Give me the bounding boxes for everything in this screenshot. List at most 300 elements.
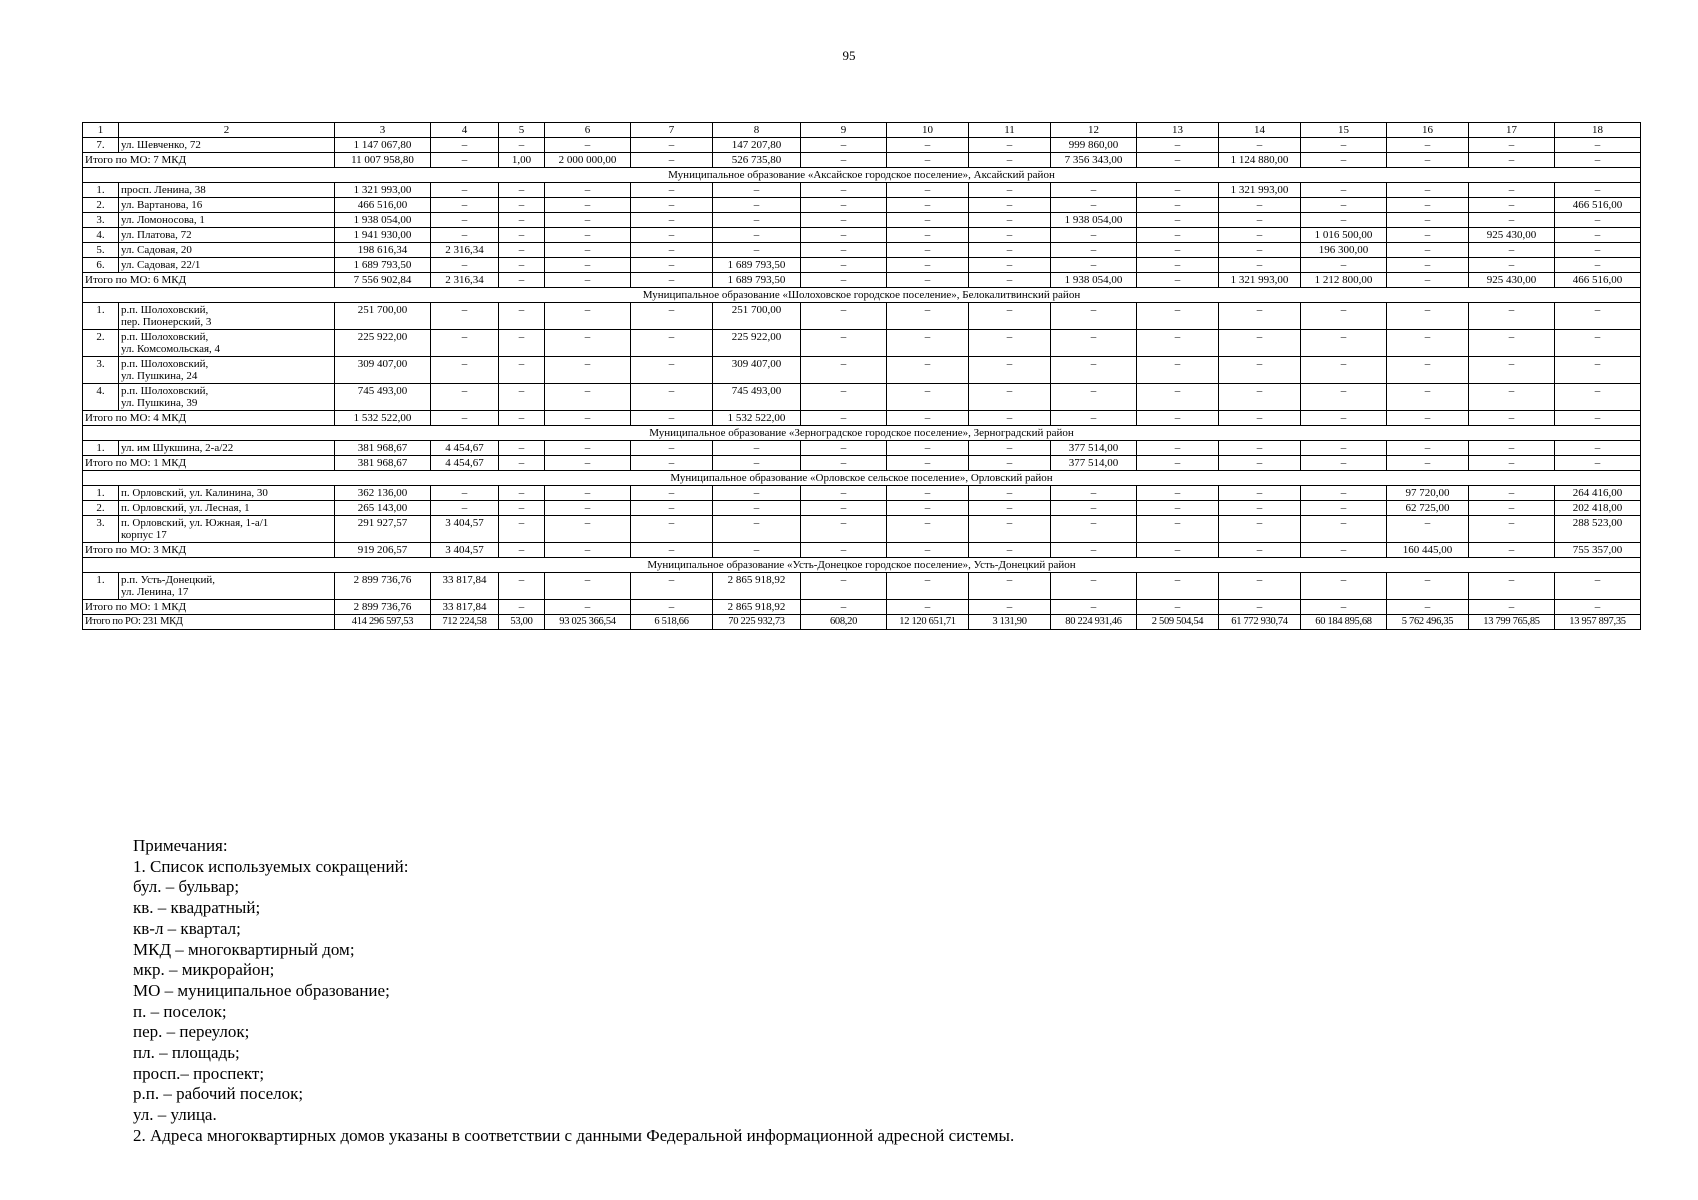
value-cell: 2 899 736,76 (335, 573, 431, 600)
total-label: Итого по МО: 7 МКД (83, 153, 335, 168)
value-cell: 202 418,00 (1555, 501, 1641, 516)
value-cell: 53,00 (499, 615, 545, 630)
value-cell: – (631, 243, 713, 258)
table-row (83, 213, 1641, 228)
value-cell: – (969, 486, 1051, 501)
mo-header-label: Муниципальное образование «Зерноградское городское поселение», Зерноградский район (83, 426, 1641, 441)
value-cell: – (969, 198, 1051, 213)
value-cell: 12 120 651,71 (887, 615, 969, 630)
value-cell: – (1301, 384, 1387, 411)
value-cell: – (499, 411, 545, 426)
value-cell: 466 516,00 (335, 198, 431, 213)
value-cell: – (1555, 357, 1641, 384)
row-number: 2. (83, 198, 119, 213)
value-cell: – (631, 138, 713, 153)
value-cell: – (887, 243, 969, 258)
value-cell: – (1137, 384, 1219, 411)
value-cell: – (499, 330, 545, 357)
value-cell: – (1219, 138, 1301, 153)
note-line: п. – поселок; (133, 1001, 227, 1021)
row-number: 1. (83, 441, 119, 456)
value-cell: – (631, 600, 713, 615)
value-cell: – (631, 153, 713, 168)
value-cell: 1 212 800,00 (1301, 273, 1387, 288)
value-cell: 1 938 054,00 (335, 213, 431, 228)
value-cell: – (1387, 273, 1469, 288)
value-cell: 3 404,57 (431, 516, 499, 543)
value-cell: – (1219, 330, 1301, 357)
address-line-2: ул. Пушкина, 24 (121, 370, 198, 382)
table-row (83, 441, 1641, 456)
value-cell: – (1555, 411, 1641, 426)
value-cell: 1 532 522,00 (335, 411, 431, 426)
value-cell: – (1051, 486, 1137, 501)
value-cell: – (1219, 441, 1301, 456)
value-cell: 264 416,00 (1555, 486, 1641, 501)
value-cell: – (801, 600, 887, 615)
value-cell: – (1469, 183, 1555, 198)
value-cell: – (1301, 573, 1387, 600)
value-cell: – (1469, 384, 1555, 411)
value-cell: – (1301, 411, 1387, 426)
value-cell: – (713, 228, 801, 243)
value-cell: – (1219, 543, 1301, 558)
value-cell: – (887, 384, 969, 411)
total-label: Итого по МО: 4 МКД (83, 411, 335, 426)
value-cell: – (713, 486, 801, 501)
value-cell: – (631, 573, 713, 600)
value-cell: – (499, 441, 545, 456)
value-cell: – (1555, 258, 1641, 273)
value-cell: – (499, 384, 545, 411)
address-line: р.п. Усть-Донецкий, (121, 574, 215, 586)
column-number-header: 15 (1301, 123, 1387, 138)
value-cell: – (1469, 411, 1555, 426)
value-cell: 198 616,34 (335, 243, 431, 258)
mo-header-label: Муниципальное образование «Усть-Донецкое городское поселение», Усть-Донецкий район (83, 558, 1641, 573)
value-cell: – (431, 138, 499, 153)
value-cell: 377 514,00 (1051, 456, 1137, 471)
value-cell: – (1051, 411, 1137, 426)
row-number: 2. (83, 330, 119, 357)
value-cell: – (1137, 153, 1219, 168)
mo-total-row (83, 153, 1641, 168)
row-number: 3. (83, 357, 119, 384)
value-cell: – (1469, 243, 1555, 258)
row-number: 1. (83, 573, 119, 600)
value-cell: – (1137, 273, 1219, 288)
value-cell: – (545, 357, 631, 384)
note-line: кв. – квадратный; (133, 898, 261, 918)
column-number-header: 4 (431, 123, 499, 138)
address-cell (119, 357, 335, 384)
value-cell: 1 321 993,00 (1219, 183, 1301, 198)
value-cell: – (801, 441, 887, 456)
note-line: 2. Адреса многоквартирных домов указаны в соответствии с данными Федеральной информационной адресной системы. (133, 1125, 1015, 1145)
value-cell: – (545, 243, 631, 258)
value-cell: 288 523,00 (1555, 516, 1641, 543)
row-number: 3. (83, 516, 119, 543)
value-cell: – (713, 213, 801, 228)
value-cell: – (1387, 303, 1469, 330)
value-cell: – (545, 258, 631, 273)
value-cell: – (969, 153, 1051, 168)
value-cell: – (1469, 516, 1555, 543)
value-cell: – (431, 384, 499, 411)
value-cell: – (1301, 456, 1387, 471)
value-cell: – (1219, 258, 1301, 273)
value-cell: – (1219, 516, 1301, 543)
row-number: 1. (83, 183, 119, 198)
value-cell: – (713, 441, 801, 456)
value-cell: – (1051, 198, 1137, 213)
table-row (83, 258, 1641, 273)
value-cell: – (431, 303, 499, 330)
row-number: 2. (83, 501, 119, 516)
address-line: просп. Ленина, 38 (121, 184, 206, 196)
value-cell: – (1137, 543, 1219, 558)
value-cell: 291 927,57 (335, 516, 431, 543)
address-line: ул. Платова, 72 (121, 229, 192, 241)
address-line: п. Орловский, ул. Калинина, 30 (121, 487, 268, 499)
value-cell: 1 941 930,00 (335, 228, 431, 243)
address-cell (119, 228, 335, 243)
value-cell: – (1137, 243, 1219, 258)
value-cell: – (1137, 441, 1219, 456)
column-number-header: 12 (1051, 123, 1137, 138)
value-cell: 919 206,57 (335, 543, 431, 558)
address-line: п. Орловский, ул. Лесная, 1 (121, 502, 250, 514)
note-line: мкр. – микрорайон; (133, 960, 275, 980)
address-line-2: корпус 17 (121, 529, 167, 541)
value-cell: – (969, 501, 1051, 516)
value-cell: 1 689 793,50 (713, 273, 801, 288)
value-cell: – (545, 501, 631, 516)
value-cell: 2 899 736,76 (335, 600, 431, 615)
value-cell: – (801, 228, 887, 243)
value-cell: – (969, 303, 1051, 330)
mo-header-label: Муниципальное образование «Шолоховское городское поселение», Белокалитвинский район (83, 288, 1641, 303)
value-cell: – (631, 516, 713, 543)
value-cell: – (1137, 411, 1219, 426)
value-cell: 309 407,00 (713, 357, 801, 384)
value-cell: – (499, 213, 545, 228)
value-cell: – (631, 258, 713, 273)
value-cell: – (1387, 183, 1469, 198)
value-cell: – (431, 183, 499, 198)
address-line: ул. Садовая, 22/1 (121, 259, 201, 271)
value-cell: – (969, 441, 1051, 456)
value-cell: – (499, 273, 545, 288)
value-cell: – (1469, 198, 1555, 213)
value-cell: – (801, 501, 887, 516)
value-cell: – (969, 543, 1051, 558)
value-cell: – (1387, 258, 1469, 273)
value-cell: 362 136,00 (335, 486, 431, 501)
value-cell: – (545, 411, 631, 426)
value-cell: – (713, 183, 801, 198)
total-label: Итого по МО: 1 МКД (83, 456, 335, 471)
value-cell: – (887, 183, 969, 198)
value-cell: 1 321 993,00 (335, 183, 431, 198)
value-cell: – (1051, 303, 1137, 330)
value-cell: – (1301, 258, 1387, 273)
value-cell: 925 430,00 (1469, 228, 1555, 243)
mo-total-row (83, 600, 1641, 615)
note-line: пер. – переулок; (133, 1022, 250, 1042)
value-cell: 1 321 993,00 (1219, 273, 1301, 288)
value-cell: 999 860,00 (1051, 138, 1137, 153)
value-cell: – (631, 357, 713, 384)
value-cell: – (631, 543, 713, 558)
value-cell: – (969, 138, 1051, 153)
column-number-header: 1 (83, 123, 119, 138)
value-cell: – (801, 411, 887, 426)
address-line: р.п. Шолоховский, (121, 304, 209, 316)
value-cell: – (1469, 441, 1555, 456)
value-cell: – (1555, 600, 1641, 615)
column-number-header: 3 (335, 123, 431, 138)
row-number: 3. (83, 213, 119, 228)
value-cell: – (1387, 516, 1469, 543)
value-cell: – (713, 243, 801, 258)
value-cell: – (1469, 258, 1555, 273)
value-cell: 1 689 793,50 (335, 258, 431, 273)
value-cell: – (1387, 243, 1469, 258)
value-cell: – (1219, 213, 1301, 228)
value-cell: 745 493,00 (713, 384, 801, 411)
total-label: Итого по МО: 6 МКД (83, 273, 335, 288)
value-cell: – (887, 228, 969, 243)
value-cell: – (801, 486, 887, 501)
value-cell: – (887, 357, 969, 384)
value-cell: 925 430,00 (1469, 273, 1555, 288)
column-number-header: 17 (1469, 123, 1555, 138)
table-row (83, 330, 1641, 357)
value-cell: – (1387, 600, 1469, 615)
value-cell: 70 225 932,73 (713, 615, 801, 630)
note-line: пл. – площадь; (133, 1043, 240, 1063)
address-line: р.п. Шолоховский, (121, 358, 209, 370)
value-cell: 381 968,67 (335, 456, 431, 471)
value-cell: – (631, 501, 713, 516)
address-line: ул. Вартанова, 16 (121, 199, 203, 211)
row-number: 1. (83, 486, 119, 501)
value-cell: – (1301, 138, 1387, 153)
value-cell: – (1469, 600, 1555, 615)
value-cell: – (1387, 213, 1469, 228)
value-cell: 2 865 918,92 (713, 600, 801, 615)
value-cell: 2 000 000,00 (545, 153, 631, 168)
address-line-2: ул. Ленина, 17 (121, 586, 189, 598)
value-cell: – (1219, 198, 1301, 213)
value-cell: – (801, 573, 887, 600)
value-cell: 2 865 918,92 (713, 573, 801, 600)
mo-header-row (83, 168, 1641, 183)
mo-header-row (83, 426, 1641, 441)
value-cell: – (1555, 384, 1641, 411)
value-cell: – (499, 303, 545, 330)
value-cell: – (499, 486, 545, 501)
address-cell (119, 330, 335, 357)
table-row (83, 501, 1641, 516)
notes-heading: Примечания: (133, 836, 228, 855)
value-cell: – (1219, 486, 1301, 501)
note-line: бул. – бульвар; (133, 877, 240, 897)
value-cell: 33 817,84 (431, 600, 499, 615)
value-cell: – (969, 243, 1051, 258)
value-cell: – (1219, 243, 1301, 258)
value-cell: – (1301, 441, 1387, 456)
value-cell: – (1301, 516, 1387, 543)
value-cell: – (631, 411, 713, 426)
value-cell: – (1301, 543, 1387, 558)
value-cell: – (1469, 138, 1555, 153)
table-row (83, 303, 1641, 330)
value-cell: – (545, 543, 631, 558)
total-label: Итого по МО: 1 МКД (83, 600, 335, 615)
value-cell: – (713, 456, 801, 471)
value-cell: – (499, 516, 545, 543)
value-cell: – (431, 411, 499, 426)
value-cell: 526 735,80 (713, 153, 801, 168)
mo-header-label: Муниципальное образование «Аксайское городское поселение», Аксайский район (83, 168, 1641, 183)
value-cell: – (1387, 441, 1469, 456)
value-cell: 147 207,80 (713, 138, 801, 153)
value-cell: 7 356 343,00 (1051, 153, 1137, 168)
value-cell: – (801, 273, 887, 288)
value-cell: – (969, 183, 1051, 198)
column-number-header: 2 (119, 123, 335, 138)
value-cell: 1,00 (499, 153, 545, 168)
row-number: 6. (83, 258, 119, 273)
mo-header-label: Муниципальное образование «Орловское сельское поселение», Орловский район (83, 471, 1641, 486)
value-cell: 2 316,34 (431, 243, 499, 258)
value-cell: – (887, 516, 969, 543)
value-cell: – (887, 213, 969, 228)
mo-total-row (83, 273, 1641, 288)
value-cell: – (1387, 153, 1469, 168)
row-number: 5. (83, 243, 119, 258)
value-cell: – (1555, 153, 1641, 168)
value-cell: 13 799 765,85 (1469, 615, 1555, 630)
address-line: ул. Шевченко, 72 (121, 139, 201, 151)
value-cell: – (499, 600, 545, 615)
value-cell: – (1555, 330, 1641, 357)
value-cell: – (631, 183, 713, 198)
value-cell: 80 224 931,46 (1051, 615, 1137, 630)
value-cell: – (431, 357, 499, 384)
value-cell: – (1301, 330, 1387, 357)
value-cell: – (1555, 243, 1641, 258)
value-cell: – (1219, 384, 1301, 411)
value-cell: – (1137, 456, 1219, 471)
note-line: ул. – улица. (133, 1105, 217, 1125)
value-cell: – (1219, 501, 1301, 516)
value-cell: 60 184 895,68 (1301, 615, 1387, 630)
value-cell: – (1301, 153, 1387, 168)
value-cell: – (1051, 600, 1137, 615)
value-cell: – (545, 441, 631, 456)
value-cell: – (1301, 183, 1387, 198)
value-cell: 97 720,00 (1387, 486, 1469, 501)
address-line-2: ул. Комсомольская, 4 (121, 343, 221, 355)
value-cell: – (431, 213, 499, 228)
value-cell: 608,20 (801, 615, 887, 630)
value-cell: – (1219, 303, 1301, 330)
address-line: р.п. Шолоховский, (121, 331, 209, 343)
value-cell: – (801, 213, 887, 228)
note-line: 1. Список используемых сокращений: (133, 856, 409, 876)
total-label: Итого по МО: 3 МКД (83, 543, 335, 558)
value-cell: – (887, 573, 969, 600)
value-cell: 33 817,84 (431, 573, 499, 600)
value-cell: 466 516,00 (1555, 273, 1641, 288)
table-row (83, 357, 1641, 384)
column-number-header: 14 (1219, 123, 1301, 138)
value-cell: – (887, 198, 969, 213)
value-cell: – (1555, 138, 1641, 153)
value-cell: – (631, 228, 713, 243)
value-cell: 377 514,00 (1051, 441, 1137, 456)
value-cell: – (969, 273, 1051, 288)
value-cell: – (1469, 543, 1555, 558)
value-cell: – (1051, 228, 1137, 243)
value-cell: – (887, 456, 969, 471)
value-cell: 62 725,00 (1387, 501, 1469, 516)
address-cell (119, 183, 335, 198)
address-cell (119, 384, 335, 411)
value-cell: – (431, 198, 499, 213)
address-line: р.п. Шолоховский, (121, 385, 209, 397)
value-cell: – (1051, 384, 1137, 411)
value-cell: 4 454,67 (431, 441, 499, 456)
value-cell: – (969, 213, 1051, 228)
value-cell: – (431, 228, 499, 243)
value-cell: 251 700,00 (335, 303, 431, 330)
value-cell: 4 454,67 (431, 456, 499, 471)
column-number-header: 6 (545, 123, 631, 138)
column-number-header: 7 (631, 123, 713, 138)
value-cell: – (1137, 501, 1219, 516)
value-cell: 265 143,00 (335, 501, 431, 516)
value-cell: – (887, 273, 969, 288)
value-cell: 196 300,00 (1301, 243, 1387, 258)
address-cell (119, 303, 335, 330)
value-cell: – (887, 411, 969, 426)
value-cell: – (887, 486, 969, 501)
value-cell: 1 689 793,50 (713, 258, 801, 273)
value-cell: – (887, 303, 969, 330)
value-cell: – (545, 516, 631, 543)
column-number-header: 13 (1137, 123, 1219, 138)
value-cell: – (887, 330, 969, 357)
value-cell: – (801, 243, 887, 258)
value-cell: – (545, 273, 631, 288)
value-cell: – (1387, 357, 1469, 384)
value-cell: – (801, 258, 887, 273)
value-cell: – (1051, 183, 1137, 198)
note-line: МО – муниципальное образование; (133, 980, 390, 1000)
address-line: ул. Садовая, 20 (121, 244, 192, 256)
value-cell: – (631, 273, 713, 288)
value-cell: 5 762 496,35 (1387, 615, 1469, 630)
table-row (83, 228, 1641, 243)
address-cell (119, 243, 335, 258)
value-cell: 61 772 930,74 (1219, 615, 1301, 630)
data-table (82, 122, 1641, 630)
value-cell: – (1555, 573, 1641, 600)
